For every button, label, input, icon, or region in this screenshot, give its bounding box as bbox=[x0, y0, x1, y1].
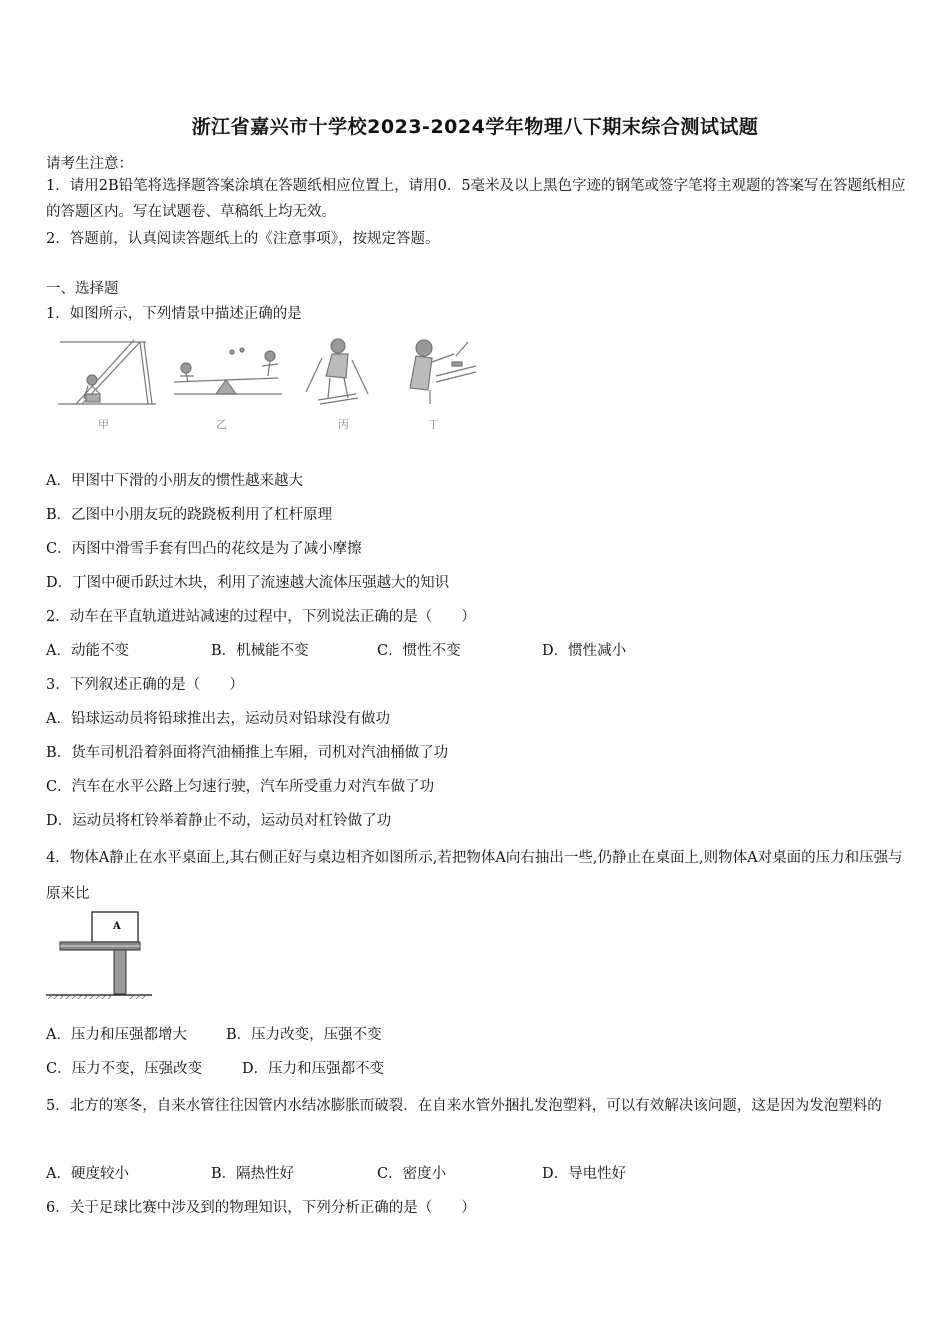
q2-option-a: A．动能不变 bbox=[46, 643, 129, 659]
q4-option-a: A．压力和压强都增大 bbox=[46, 1027, 187, 1043]
q3-option-a: A．铅球运动员将铅球推出去，运动员对铅球没有做功 bbox=[46, 711, 390, 727]
q1-option-c: C．丙图中滑雪手套有凹凸的花纹是为了减小摩擦 bbox=[46, 541, 362, 557]
q5-option-d: D．导电性好 bbox=[542, 1166, 627, 1182]
notice-heading: 请考生注意： bbox=[46, 156, 133, 172]
q5-option-a: A．硬度较小 bbox=[46, 1166, 129, 1182]
q4-stem: 4．物体A静止在水平桌面上,其右侧正好与桌边相齐如图所示,若把物体A向右抽出一些,仍静止在桌面上,则物体A对桌面的压力和压强与原来比 bbox=[46, 850, 903, 902]
q1-figure bbox=[56, 332, 486, 432]
figure-label-yi: 乙 bbox=[216, 418, 227, 431]
q3-option-d: D．运动员将杠铃举着静止不动，运动员对杠铃做了功 bbox=[46, 813, 392, 829]
q2-stem: 2．动车在平直轨道进站减速的过程中，下列说法正确的是（ ） bbox=[46, 609, 476, 625]
q3-stem: 3．下列叙述正确的是（ ） bbox=[46, 677, 244, 693]
q4-block-label: A bbox=[113, 921, 121, 932]
q2-option-d: D．惯性减小 bbox=[542, 643, 627, 659]
slide-sketch bbox=[58, 340, 156, 404]
q1-option-a: A．甲图中下滑的小朋友的惯性越来越大 bbox=[46, 473, 303, 489]
q6-stem: 6．关于足球比赛中涉及到的物理知识，下列分析正确的是（ ） bbox=[46, 1200, 476, 1216]
q2-option-b: B．机械能不变 bbox=[211, 643, 309, 659]
q4-option-b: B．压力改变，压强不变 bbox=[226, 1027, 382, 1043]
q3-option-c: C．汽车在水平公路上匀速行驶，汽车所受重力对汽车做了功 bbox=[46, 779, 435, 795]
figure-label-jia: 甲 bbox=[98, 418, 109, 431]
q2-option-c: C．惯性不变 bbox=[377, 643, 461, 659]
seesaw-sketch bbox=[174, 348, 282, 394]
q5-option-c: C．密度小 bbox=[377, 1166, 447, 1182]
q1-option-d: D．丁图中硬币跃过木块，利用了流速越大流体压强越大的知识 bbox=[46, 575, 450, 591]
notice-item-2: 2．答题前，认真阅读答题纸上的《注意事项》，按规定答题。 bbox=[46, 231, 440, 247]
page-title: 浙江省嘉兴市十学校2023-2024学年物理八下期末综合测试试题 bbox=[191, 116, 759, 138]
q4-figure bbox=[44, 908, 154, 1000]
section-heading: 一、选择题 bbox=[46, 281, 119, 297]
figure-label-bing: 丙 bbox=[338, 418, 349, 431]
figure-label-ding: 丁 bbox=[428, 418, 439, 431]
q4-option-d: D．压力和压强都不变 bbox=[242, 1061, 385, 1077]
skier-sketch bbox=[306, 339, 368, 404]
notice-item-1: 1．请用2B铅笔将选择题答案涂填在答题纸相应位置上，请用0．5毫米及以上黑色字迹的钢笔或签字笔将主观题的答案写在答题纸相应的答题区内。写在试题卷、草稿纸上均无效。 bbox=[46, 178, 906, 220]
q4-option-c: C．压力不变，压强改变 bbox=[46, 1061, 203, 1077]
q5-option-b: B．隔热性好 bbox=[211, 1166, 295, 1182]
q5-stem: 5．北方的寒冬，自来水管往往因管内水结冰膨胀而破裂．在自来水管外捆扎发泡塑料，可以有效解决该问题，这是因为发泡塑料的 bbox=[46, 1098, 882, 1114]
q1-stem: 1．如图所示，下列情景中描述正确的是 bbox=[46, 306, 302, 322]
q1-option-b: B．乙图中小朋友玩的跷跷板利用了杠杆原理 bbox=[46, 507, 333, 523]
q3-option-b: B．货车司机沿着斜面将汽油桶推上车厢，司机对汽油桶做了功 bbox=[46, 745, 449, 761]
coin-jump-sketch bbox=[410, 340, 476, 404]
